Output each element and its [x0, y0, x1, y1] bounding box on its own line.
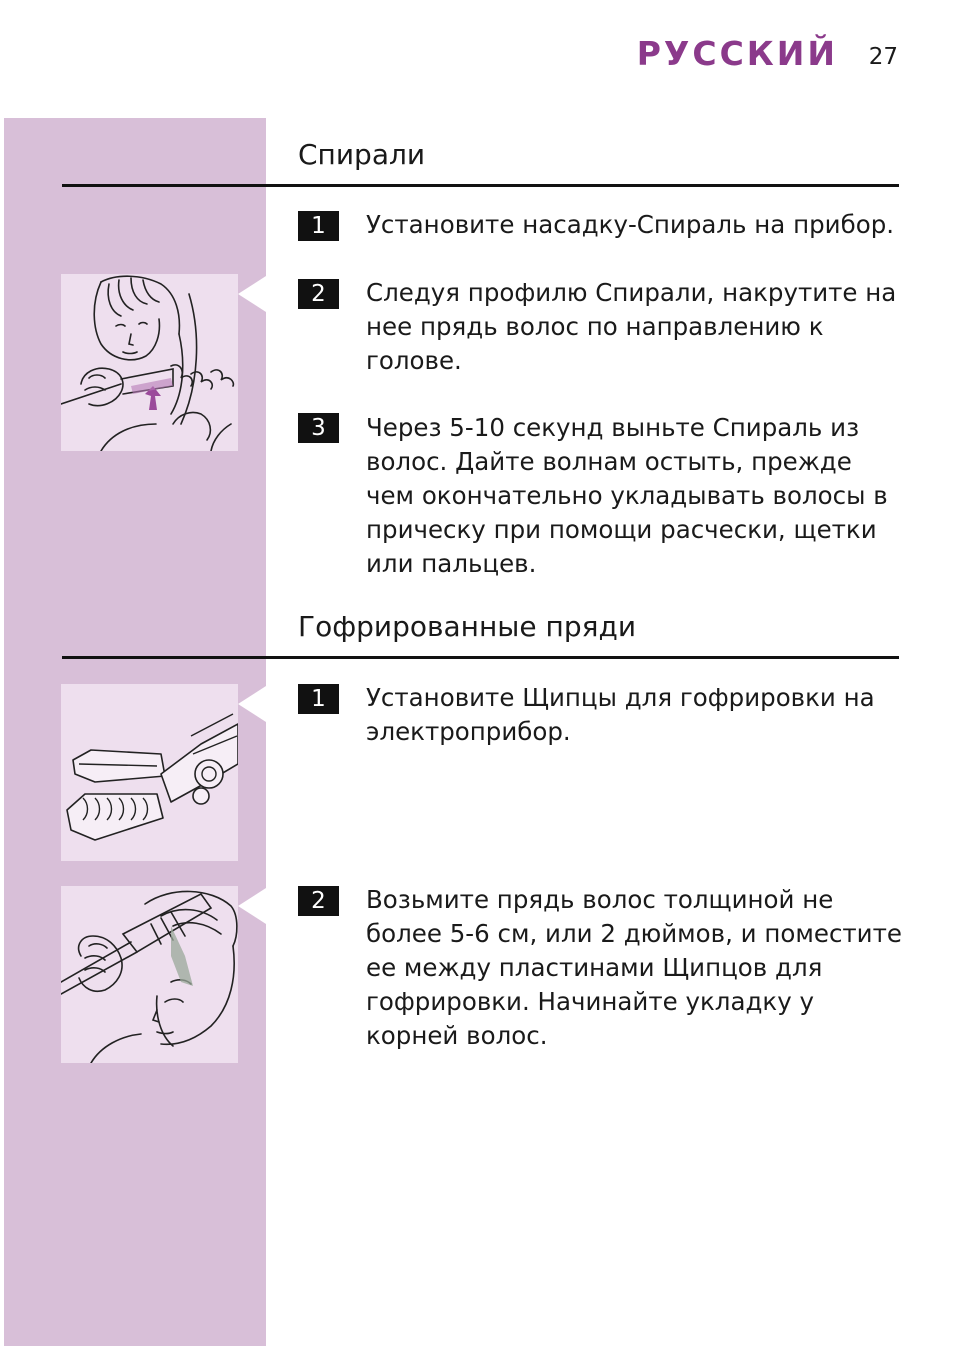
step-text: Установите насадку-Спираль на прибор. [366, 210, 895, 239]
section-rule [62, 184, 899, 187]
section-rule [62, 656, 899, 659]
step-text: Возьмите прядь волос толщиной не более 5-6 см, или 2 дюймов, и поместите ее между пластинами Щипцов для гофрировки. Начинайте укладку у корней волос. [366, 885, 902, 1050]
section-title-crimping: Гофрированные пряди [298, 610, 637, 643]
illustration-crimping-hair [61, 886, 238, 1063]
step-text: Установите Щипцы для гофрировки на электроприбор. [366, 683, 875, 746]
illustration-spiral-curling [61, 274, 238, 451]
step-number: 3 [298, 413, 339, 443]
step-number: 2 [298, 279, 339, 309]
crimper-attachment-drawing [61, 684, 238, 861]
illustration-pointer [238, 888, 266, 924]
step-number: 1 [298, 684, 339, 714]
illustration-crimper-attach [61, 684, 238, 861]
illustration-pointer [238, 686, 266, 722]
crimping-hair-drawing [61, 886, 238, 1063]
step-number: 2 [298, 886, 339, 916]
step-number: 1 [298, 211, 339, 241]
page-number: 27 [868, 44, 898, 70]
language-heading: РУССКИЙ [636, 34, 838, 73]
step-text: Следуя профилю Спирали, накрутите на нее прядь волос по направлению к голове. [366, 278, 897, 375]
section-title-spirals: Спирали [298, 138, 426, 171]
illustration-pointer [238, 276, 266, 312]
spiral-curling-drawing [61, 274, 238, 451]
step-text: Через 5-10 секунд выньте Спираль из волос. Дайте волнам остыть, прежде чем окончательно укладывать волосы в прическу при помощи расчески, щетки или пальцев. [366, 413, 888, 578]
